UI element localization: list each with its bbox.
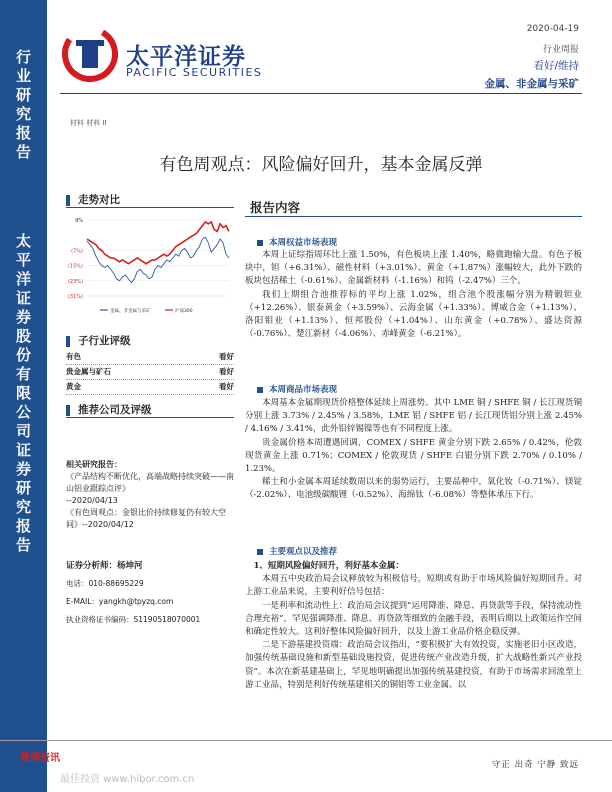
sidebar-char: 限: [15, 384, 31, 402]
footer-divider: [0, 740, 612, 741]
page-title: 有色周观点：风险偏好回升，基本金属反弹: [159, 155, 483, 175]
rating-value: 看好: [219, 352, 234, 361]
sidebar-char: 太: [15, 232, 31, 250]
legend-label: 沪深300: [175, 309, 193, 314]
y-tick-label: (7%): [71, 248, 83, 255]
section-commodity-heading: 本周商品市场表现: [257, 383, 337, 395]
sidebar-char: 究: [15, 105, 31, 123]
watermark-url: 最佳投资 www.hibor.com.cn: [60, 774, 195, 785]
sidebar-char: 券: [15, 308, 31, 326]
sector-name: 金属、非金属与采矿: [484, 78, 579, 90]
analyst-phone: 电话：010-88695229: [66, 579, 144, 588]
paragraph: 一是利率和流动性上：政治局会议提到“运用降准、降息、再贷款等手段，保持流动性合理充裕”，罕见强调降准、降息、再贷款等细致的金融手段，表明后期以上政策运作空间和确定性较大。这利好整体风险偏好回升，以及上游工业品价格企稳反弹。: [245, 600, 582, 638]
bullet-icon: [257, 240, 263, 246]
stock-heading: 推荐公司及评级: [66, 402, 152, 417]
rating-value: 看好: [219, 382, 234, 391]
sidebar-char: 研: [15, 479, 31, 497]
y-tick-label: (31%): [67, 294, 83, 300]
related-reports: [66, 459, 234, 531]
sidebar-char: 股: [15, 327, 31, 345]
sidebar-char: 研: [15, 86, 31, 104]
analyst-email[interactable]: E-MAIL：yangkh@tpyzq.com: [66, 597, 174, 606]
y-tick-label: 9%: [75, 218, 83, 224]
related-report-1[interactable]: 《产品结构不断优化，高端战略持续突破——南山铝业跟踪点评》: [66, 472, 234, 493]
report-date: 2020-04-19: [526, 24, 579, 34]
trend-chart: [65, 212, 233, 316]
logo-text-cn: 太平洋证券: [126, 44, 246, 70]
sidebar-char: 证: [15, 289, 31, 307]
analyst-name: 证券分析师：杨坤河: [66, 561, 143, 571]
section-equity-body: [245, 249, 582, 341]
related-report-1-date: --2020/04/13: [66, 496, 118, 505]
sidebar-char: 告: [15, 143, 31, 161]
watermark-brand: 慧博资讯: [20, 753, 60, 764]
analyst-info: [66, 561, 234, 633]
breadcrumb: 材料 材料 II: [70, 119, 107, 127]
y-tick-label: (15%): [67, 263, 83, 270]
paragraph: 本周基本金属期现货价格整体延续上周涨势。其中 LME 铜 / SHFE 铜 / 长江现货铜分别上涨 3.73% / 2.45% / 3.58%，LME 铝 / SHFE 铝 / 长江现货铝分别上涨 2.45% / 4.16% / 3.41%，此外铅锌锡镍等也有不同程度上涨。: [245, 398, 582, 435]
rating-row: [66, 380, 234, 395]
subheading: 1、短期风险偏好回升，利好基本金属：: [253, 561, 404, 571]
y-tick-label: (23%): [67, 278, 83, 285]
rating-row: [66, 365, 234, 380]
report-content-divider: [245, 216, 582, 217]
report-type: 行业周报: [542, 45, 579, 55]
section-equity-heading: 本周权益市场表现: [257, 236, 337, 248]
sub-rating-table: [66, 350, 234, 395]
section-views-body: [245, 560, 582, 692]
analyst-license: 执业资格证书编码：S1190518070001: [66, 615, 201, 624]
legend-label: 金属、非金属与采矿: [110, 309, 151, 314]
sidebar-top-text: [0, 48, 47, 162]
paragraph: 贵金属价格本周遭遇回调，COMEX / SHFE 黄金分别下跌 2.65% / 0.42%，伦敦现货黄金上涨 0.71%；COMEX / 伦敦现货 / SHFE 白银分别下跌 2.70% / 0.10% / 1.23%。: [245, 437, 582, 475]
rating-row: [66, 350, 234, 365]
sidebar-char: 告: [15, 536, 31, 554]
bullet-icon: [257, 387, 263, 393]
trend-heading: 走势对比: [66, 192, 120, 207]
sidebar-char: 司: [15, 422, 31, 440]
sidebar-char: 券: [15, 460, 31, 478]
bullet-icon: [257, 549, 263, 555]
section-marker: [66, 405, 70, 416]
rating-sector: 黄金: [66, 382, 81, 391]
sidebar-bottom-text: [0, 232, 47, 555]
sidebar-char: 报: [15, 517, 31, 535]
sidebar-char: 业: [15, 67, 31, 85]
paragraph: 本周上证综指周环比上涨 1.50%，有色板块上涨 1.40%，略微跑输大盘。有色子板块中，钽（+6.31%）、磁性材料（+3.01%）、黄金（+1.87%）涨幅较大，此外下跌的板块包括稀土（-0.61%）、金属新材料（-1.16%）和钨（-2.47%）三个。: [245, 250, 582, 287]
sidebar-char: 证: [15, 441, 31, 459]
sidebar-char: 份: [15, 346, 31, 364]
section-commodity-body: [245, 397, 582, 503]
sidebar-char: 洋: [15, 270, 31, 288]
stock-divider: [66, 417, 234, 418]
sidebar-char: 报: [15, 124, 31, 142]
sidebar-char: 行: [15, 48, 31, 66]
logo-text-en: PACIFIC SECURITIES: [126, 66, 263, 79]
industry-rating: 看好/维持: [533, 60, 579, 72]
section-marker: [66, 336, 70, 347]
sidebar-char: 有: [15, 365, 31, 383]
section-views-heading: 主要观点以及推荐: [257, 545, 337, 557]
sub-rating-heading: 子行业评级: [66, 333, 131, 348]
section-marker: [66, 195, 70, 206]
paragraph: 稀土和小金属本周延续数周以来的弱势运行，主要品种中，氧化钕（-0.71%）、镁锭（-2.02%）、电池级碳酸锂（-0.52%）、海绵钛（-6.08%）等整体承压下行。: [245, 477, 582, 501]
rating-sector: 贵金属与矿石: [66, 367, 111, 376]
series-line-metals: [87, 237, 229, 283]
paragraph: 我们上期组合池推荐标的平均上涨 1.02%，组合池个股涨幅分别为精锻钽业（+12.26%）、银泰黄金（+3.59%）、云海金属（+1.33%）、博威合金（+1.13%）、洛阳钼业（+1.13%）、恒邦股份（+1.04%）、山东黄金（+0.78%）、盛达资源（-0.76%）、楚江新材（-4.06%）、赤峰黄金（-6.21%）。: [245, 289, 582, 340]
sidebar-char: 究: [15, 498, 31, 516]
sidebar-char: 公: [15, 403, 31, 421]
series-line-hs300: [87, 222, 229, 264]
related-report-2[interactable]: 《有色周观点：金银比价持续修复仍有较大空间》--2020/04/12: [66, 508, 226, 529]
header-divider: [60, 93, 582, 94]
rating-value: 看好: [219, 367, 234, 376]
paragraph: 本周五中央政治局会议释放较为积极信号，短期或有助于市场风险偏好短期回升。对上游工业品来说，主要利好信号包括：: [245, 574, 582, 598]
paragraph: 二是下游基建投资端：政治局会议指出，“要积极扩大有效投资，实施老旧小区改造，加强传统基础设施和新型基础设施投资，促进传统产业改造升级，扩大战略性新兴产业投资”。本次在新基建基础上，罕见地明确提出加强传统基建投资，有助于市场需求回流至上游工业品，特别是利好传统基建相关的铜铝等工业金属、以: [245, 640, 582, 690]
rating-sector: 有色: [66, 352, 81, 361]
related-heading: 相关研究报告：: [66, 460, 122, 469]
report-content-heading: 报告内容: [250, 200, 301, 215]
footer-motto: 守正 出奇 宁静 致远: [491, 760, 579, 770]
logo-mark-icon: [62, 26, 118, 82]
trend-divider: [66, 207, 234, 208]
sidebar-char: 平: [15, 251, 31, 269]
